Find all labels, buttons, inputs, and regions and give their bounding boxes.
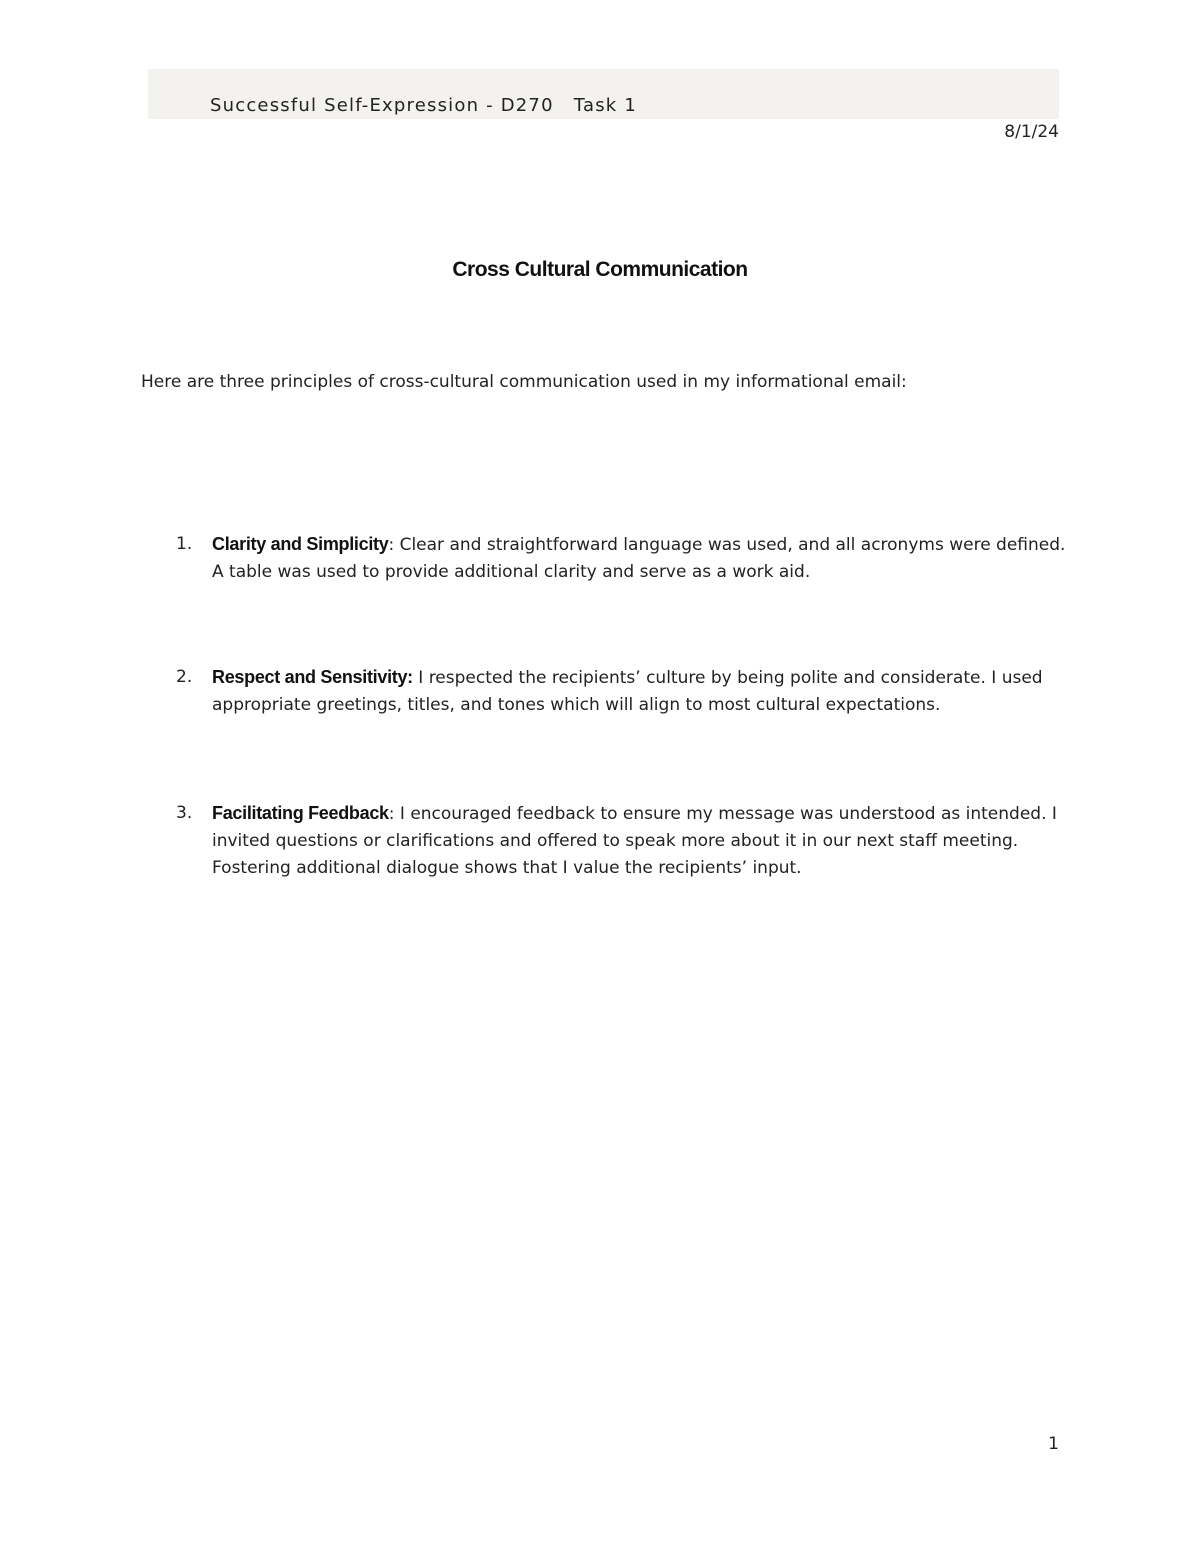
list-item-term: Facilitating Feedback (212, 803, 389, 823)
list-item-text: I respected the recipients’ culture by being polite and considerate. I used appropriate greetings, titles, and tones which will align to most cultural expectations. (212, 668, 1043, 715)
document-date: 8/1/24 (1004, 122, 1059, 142)
list-item (176, 800, 1066, 882)
list-item-term: Respect and Sensitivity: (212, 667, 413, 687)
page-header (148, 69, 1059, 119)
list-item (176, 664, 1066, 719)
list-item-number: 3. (176, 803, 193, 823)
list-item-body (212, 800, 1066, 882)
header-task: Task 1 (573, 95, 637, 116)
list-item-text: : I encouraged feedback to ensure my message was understood as intended. I invited questions or clarifications and offered to speak more about it in our next staff meeting. Fostering additional dialogue shows that I value the recipients’ input. (212, 804, 1057, 878)
header-text (210, 95, 637, 116)
list-item (176, 531, 1066, 586)
list-item-text: : Clear and straightforward language was used, and all acronyms were defined. A table was used to provide additional clarity and serve as a work aid. (212, 535, 1066, 582)
list-item-term: Clarity and Simplicity (212, 534, 389, 554)
document-title: Cross Cultural Communication (452, 258, 748, 281)
intro-paragraph: Here are three principles of cross-cultural communication used in my informational email: (141, 372, 907, 392)
page-number: 1 (1048, 1434, 1059, 1454)
list-item-body (212, 531, 1066, 586)
list-item-number: 2. (176, 667, 193, 687)
list-item-number: 1. (176, 534, 193, 554)
list-item-body (212, 664, 1066, 719)
header-course: Successful Self-Expression - D270 (210, 95, 554, 116)
